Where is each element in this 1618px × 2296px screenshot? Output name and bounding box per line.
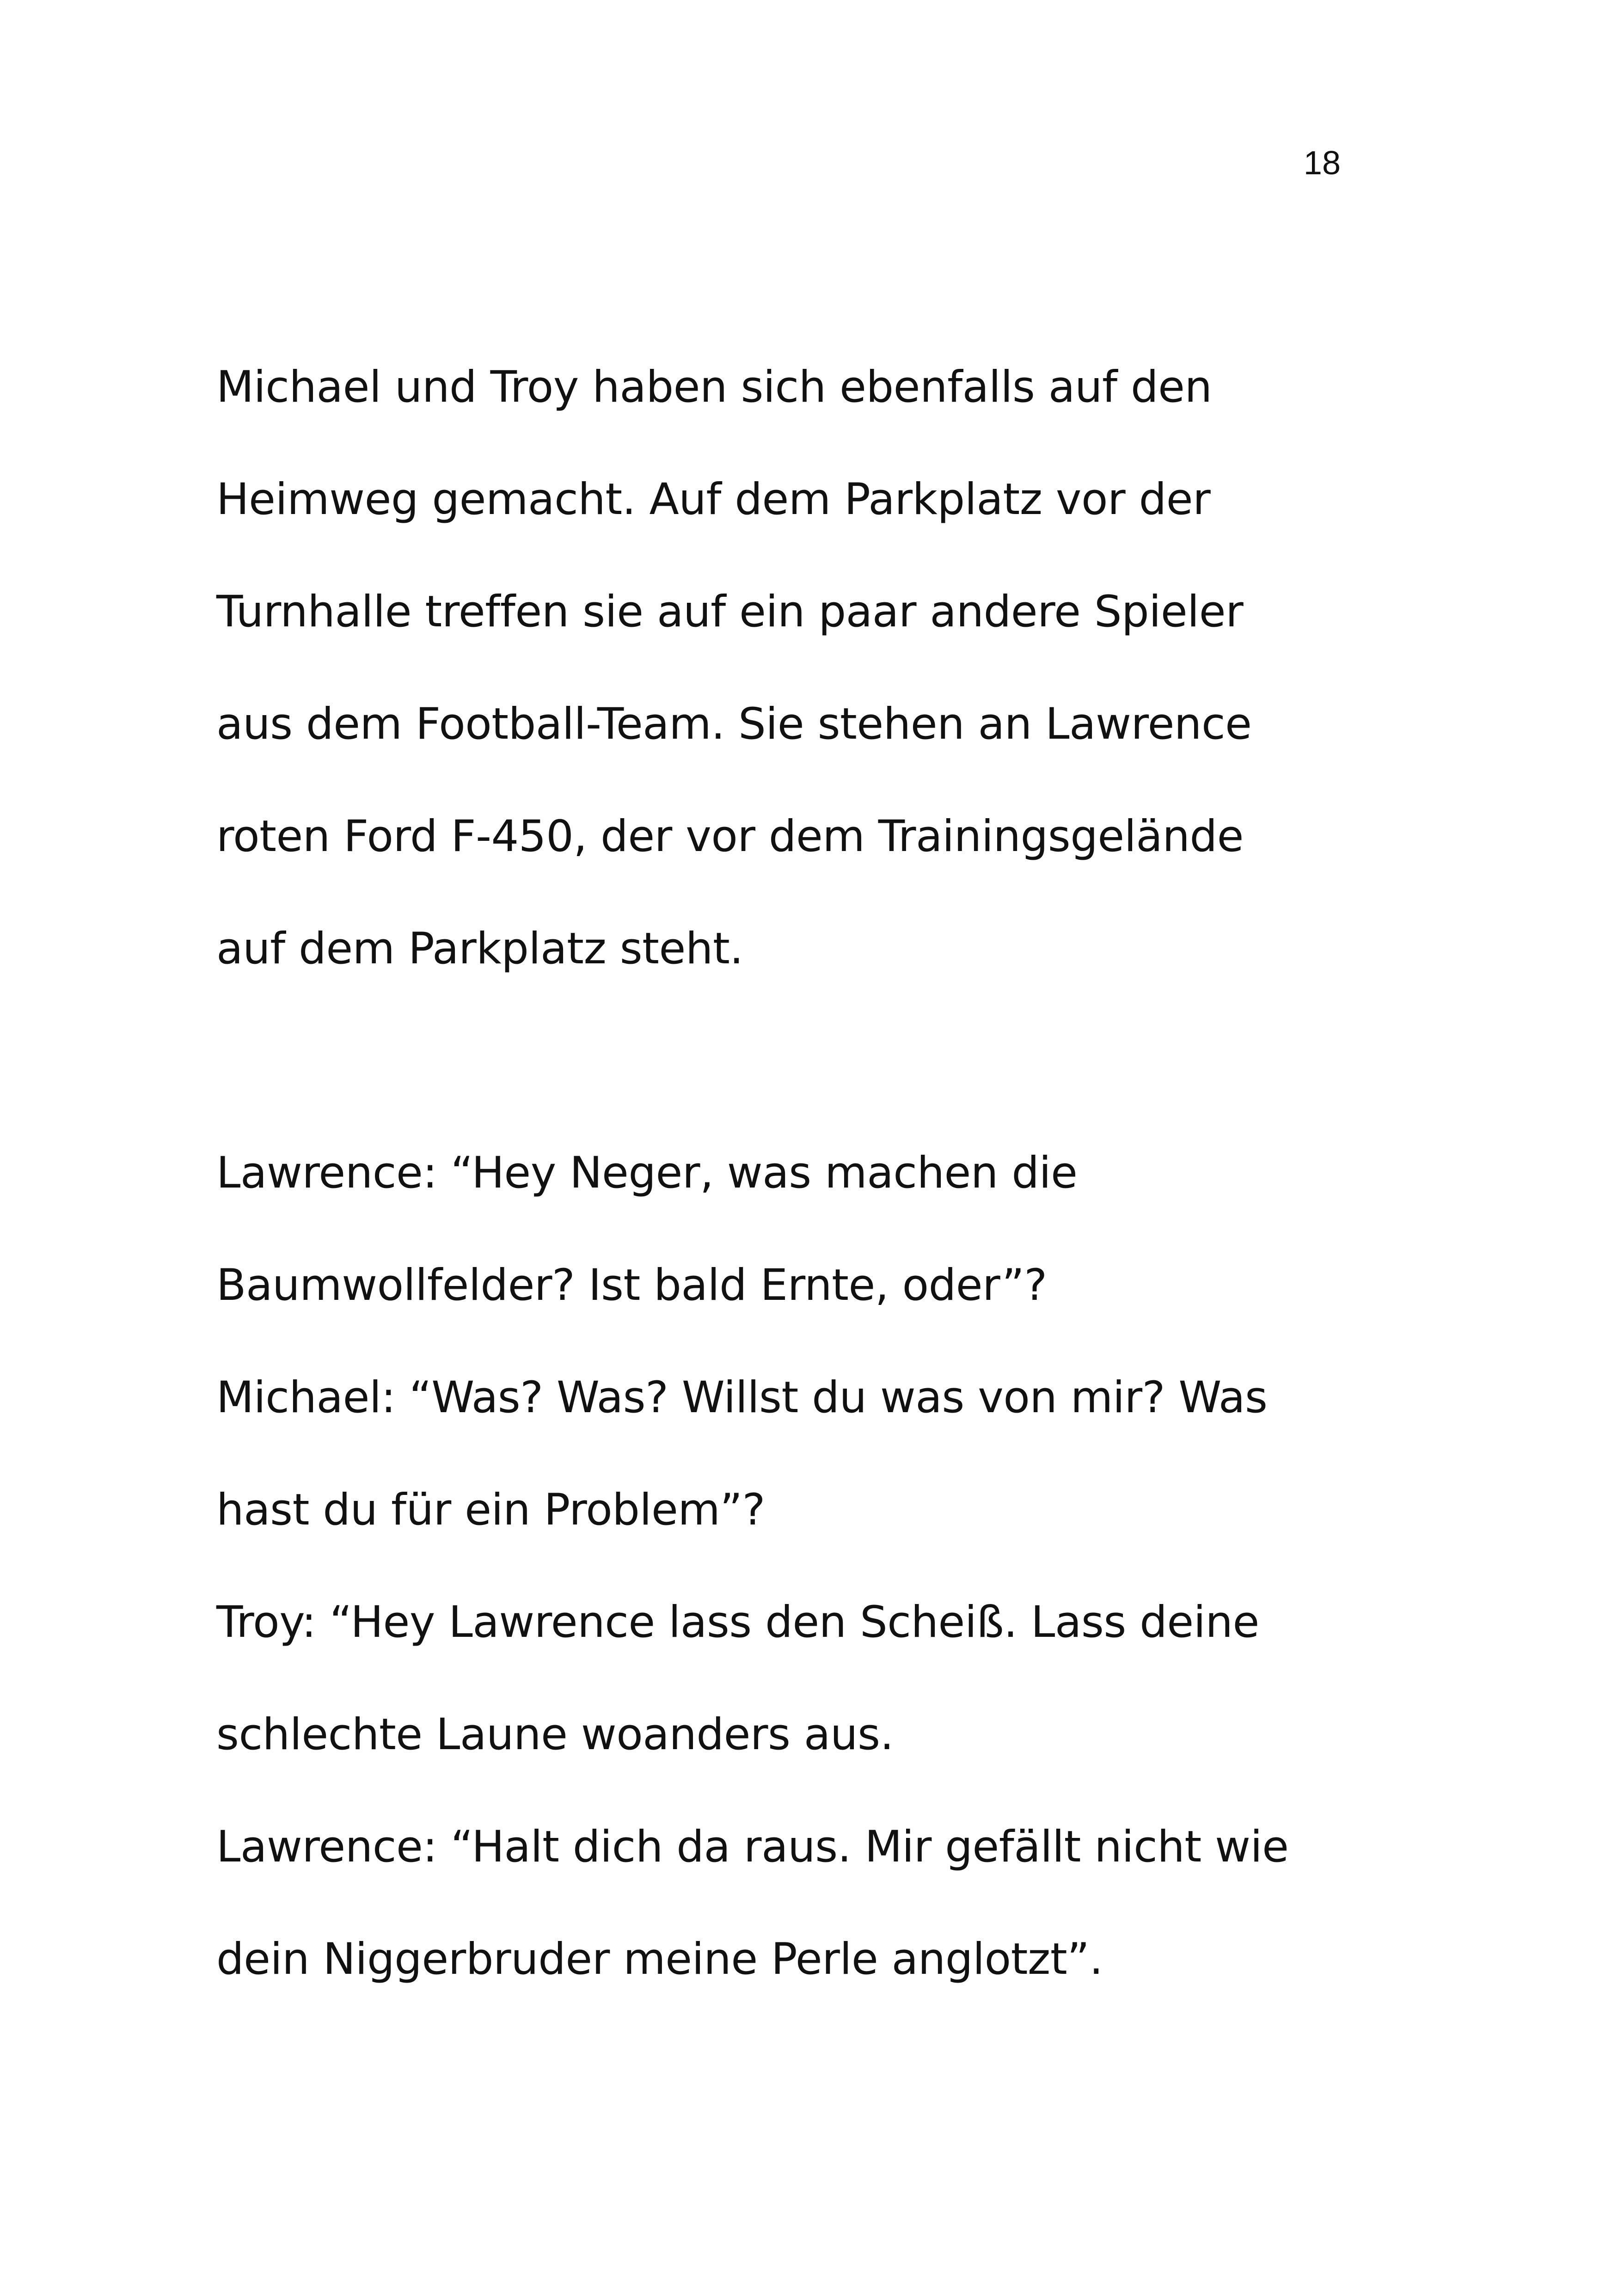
dialogue-paragraph: Lawrence: “Hey Neger, was machen die Baumwollfelder? Ist bald Ernte, oder”? Michael: “Was? Was? Willst du was von mir? Was hast du für ein Problem”? Troy: “Hey Lawrence lass den Scheiß. Lass deine schlechte Laune woanders aus. Lawrence: “Halt dich da raus. Mir gefällt nicht wie dein Niggerbruder meine Perle anglotzt”. — [216, 1148, 1289, 1984]
page-number: 18 — [1303, 145, 1341, 182]
narrative-paragraph: Michael und Troy haben sich ebenfalls auf den Heimweg gemacht. Auf dem Parkplatz vor der Turnhalle treffen sie auf ein paar andere Spieler aus dem Football-Team. Sie stehen an Lawrence roten Ford F-450, der vor dem Trainingsgelände auf dem Parkplatz steht. — [216, 362, 1252, 974]
